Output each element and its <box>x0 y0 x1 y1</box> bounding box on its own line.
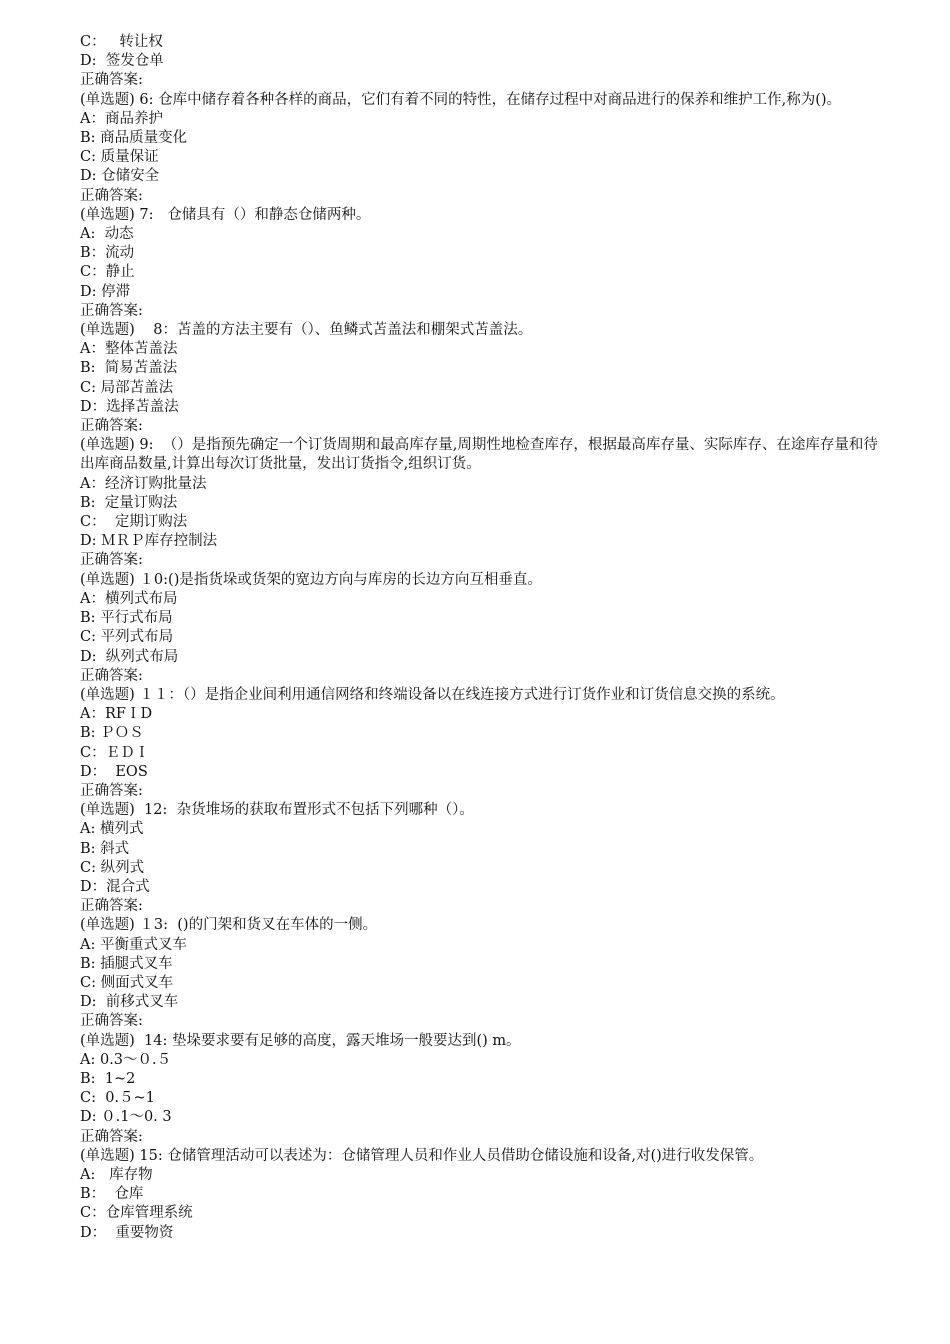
question-stem: (单选题) １１：（）是指企业间利用通信网络和终端设备以在线连接方式进行订货作业和订货信息交换的系统。 <box>80 686 785 703</box>
question-option: C: 纵列式 <box>80 859 145 876</box>
answer-label: 正确答案: <box>80 782 143 799</box>
question-option: B：流动 <box>80 245 135 262</box>
document-body <box>80 33 880 1243</box>
question-option: D： 重要物资 <box>80 1224 174 1241</box>
question-option: B: 1~2 <box>80 1070 136 1087</box>
question-option: D: ＭＲＰ库存控制法 <box>80 533 218 550</box>
question-stem: (单选题) 15: 仓储管理活动可以表述为：仓储管理人员和作业人员借助仓储设施和设备,对()进行收发保管。 <box>80 1147 764 1164</box>
question-option: B: 插腿式叉车 <box>80 955 173 972</box>
question-option: D: ０.1～0. 3 <box>80 1109 172 1126</box>
question-stem: (单选题) 9: （）是指预先确定一个订货周期和最高库存量,周期性地检查库存，根据最高库存量、实际库存、在途库存量和待出库商品数量,计算出每次订货批量，发出订货指令,组织订货。 <box>80 437 878 473</box>
question-option: B: 商品质量变化 <box>80 130 188 147</box>
answer-label: 正确答案: <box>80 187 143 204</box>
question-option: D： EOS <box>80 763 148 780</box>
question-option: C: 局部苫盖法 <box>80 379 174 396</box>
question-stem: (单选题) 12: 杂货堆场的获取布置形式不包括下列哪种（）。 <box>80 802 474 819</box>
answer-label: 正确答案: <box>80 418 143 435</box>
question-option: A：整体苫盖法 <box>80 341 178 358</box>
question-stem: (单选题) １0:()是指货垛或货架的宽边方向与库房的长边方向互相垂直。 <box>80 571 542 588</box>
answer-label: 正确答案: <box>80 302 143 319</box>
question-option: A: 横列式 <box>80 821 144 838</box>
question-option: D: 停滞 <box>80 283 131 300</box>
answer-label: 正确答案: <box>80 1128 143 1145</box>
question-option: C: 质量保证 <box>80 149 159 166</box>
question-option: B: 斜式 <box>80 840 130 857</box>
question-option: C：静止 <box>80 264 135 281</box>
question-option: A: 0.3～０.５ <box>80 1051 172 1068</box>
question-option: B: 定量订购法 <box>80 494 178 511</box>
question-option: D: 前移式叉车 <box>80 994 179 1011</box>
question-stem: (单选题) 14: 垫垛要求要有足够的高度，露天堆场一般要达到() m。 <box>80 1032 521 1049</box>
question-option: A：商品养护 <box>80 110 163 127</box>
answer-label: 正确答案: <box>80 1013 143 1030</box>
question-option: C: 侧面式叉车 <box>80 974 174 991</box>
question-option: D: 仓储安全 <box>80 168 160 185</box>
answer-label: 正确答案: <box>80 898 143 915</box>
question-option: B: 平行式布局 <box>80 610 173 627</box>
option-c: C： 转让权 <box>80 34 163 50</box>
question-stem: (单选题) 8：苫盖的方法主要有（）、鱼鳞式苫盖法和棚架式苫盖法。 <box>80 322 533 339</box>
question-option: A：经济订购批量法 <box>80 475 207 492</box>
question-option: A: 动态 <box>80 226 134 243</box>
answer-label: 正确答案: <box>80 552 143 569</box>
question-option: B: ＰＯＳ <box>80 725 144 742</box>
question-option: A: 平衡重式叉车 <box>80 936 187 953</box>
question-option: B: 简易苫盖法 <box>80 360 178 377</box>
question-option: D: 纵列式布局 <box>80 648 179 665</box>
question-option: C: 0.５~1 <box>80 1090 155 1107</box>
question-option: C： 定期订购法 <box>80 514 188 531</box>
question-stem: (单选题) １3: ()的门架和货叉在车体的一侧。 <box>80 917 378 934</box>
question-option: C：ＥＤＩ <box>80 744 150 761</box>
question-stem: (单选题) 7: 仓储具有（）和静态仓储两种。 <box>80 206 371 223</box>
answer-label: 正确答案: <box>80 667 143 684</box>
question-option: B： 仓库 <box>80 1186 144 1203</box>
question-list <box>80 91 880 1243</box>
question-option: D：选择苫盖法 <box>80 398 179 415</box>
option-d: D: 签发仓单 <box>80 53 164 70</box>
question-option: C: 平列式布局 <box>80 629 174 646</box>
question-option: C：仓库管理系统 <box>80 1205 193 1222</box>
question-stem: (单选题) 6: 仓库中储存着各种各样的商品，它们有着不同的特性，在储存过程中对商品进行的保养和维护工作,称为()。 <box>80 91 842 108</box>
question-option: A：横列式布局 <box>80 590 178 607</box>
question-option: A: 库存物 <box>80 1166 153 1183</box>
question-option: A：RFＩD <box>80 706 153 723</box>
question-option: D：混合式 <box>80 878 150 895</box>
answer-label: 正确答案: <box>80 72 143 89</box>
